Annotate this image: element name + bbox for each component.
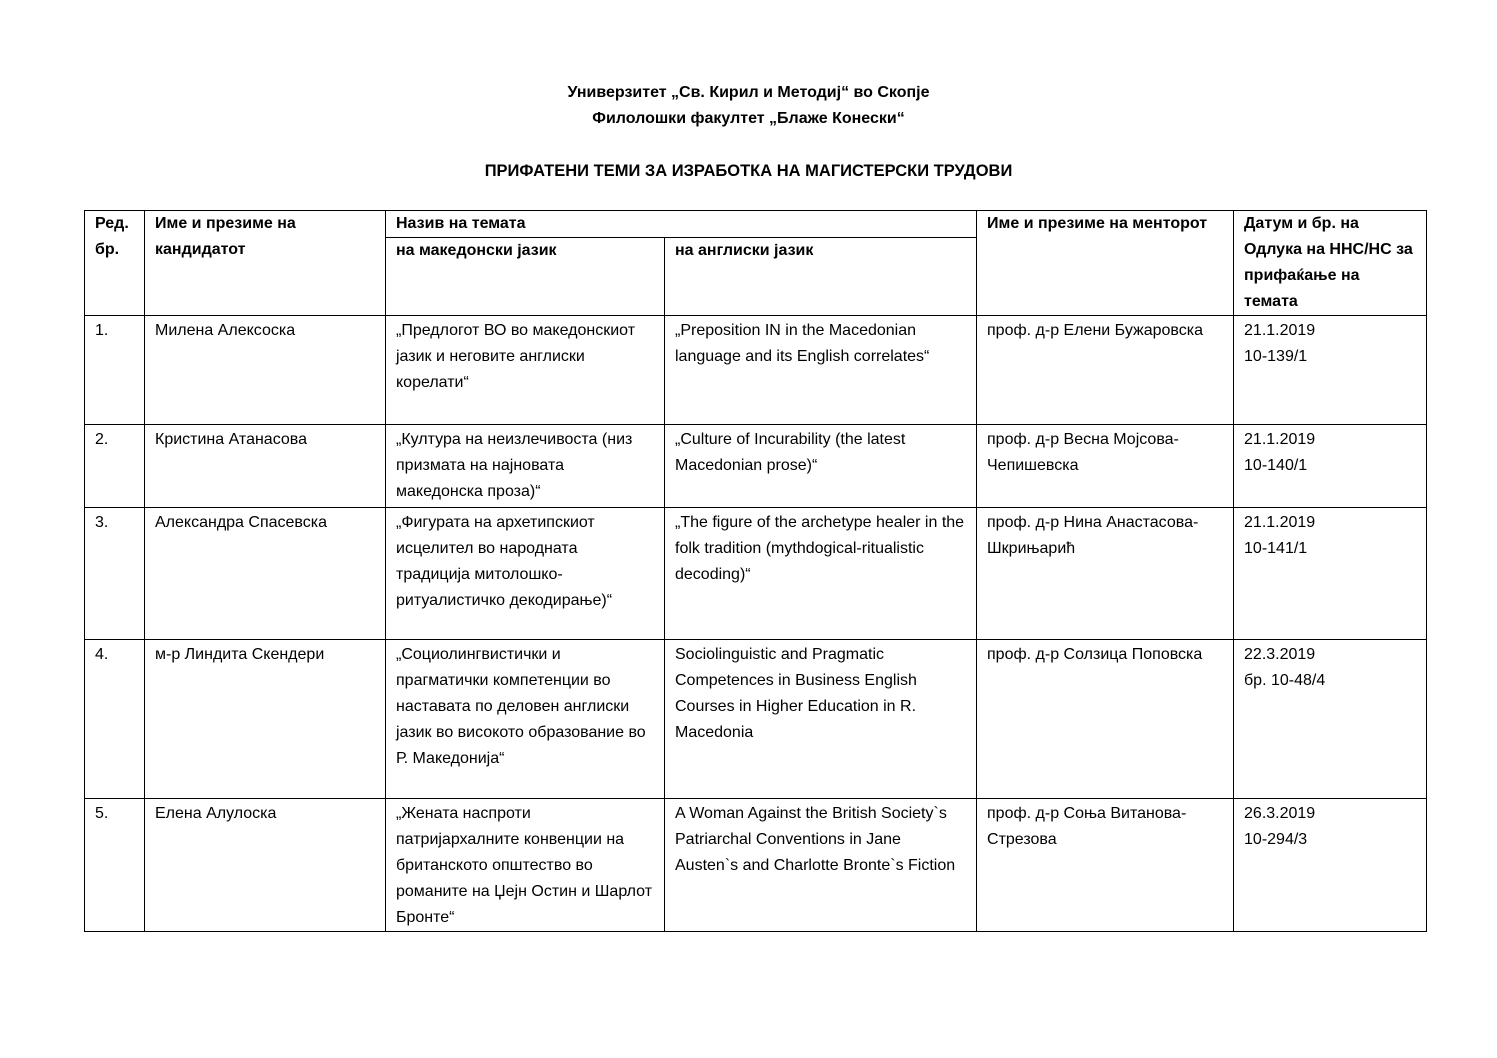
decision-date: 26.3.2019 bbox=[1244, 805, 1316, 822]
decision-cell bbox=[1234, 425, 1427, 508]
theme-english: „Preposition IN in the Macedonian language and its English correlates“ bbox=[665, 316, 977, 425]
mentor-name: проф. д-р Соња Витанова-Стрезова bbox=[977, 799, 1234, 932]
topics-table bbox=[84, 210, 1427, 932]
decision-date: 21.1.2019 bbox=[1244, 431, 1316, 448]
theme-macedonian: „Фигурата на архетипскиот исцелител во народната традиција митолошко-ритуалистичко декодирање)“ bbox=[386, 508, 665, 640]
faculty-name: Филолошки факултет „Блаже Конески“ bbox=[592, 110, 905, 127]
theme-macedonian: „Култура на неизлечивоста (низ призмата на најновата македонска проза)“ bbox=[386, 425, 665, 508]
candidate-name: Елена Алулоска bbox=[145, 799, 386, 932]
header-theme-en: на англиски јазик bbox=[665, 238, 977, 316]
mentor-name: проф. д-р Солзица Поповска bbox=[977, 640, 1234, 799]
mentor-name: проф. д-р Весна Мојсова-Чепишевска bbox=[977, 425, 1234, 508]
theme-macedonian: „Предлогот ВО во македонскиот јазик и неговите англиски корелати“ bbox=[386, 316, 665, 425]
university-name: Универзитет „Св. Кирил и Методиј“ во Скопје bbox=[567, 84, 930, 101]
decision-cell bbox=[1234, 508, 1427, 640]
row-number: 5. bbox=[85, 799, 145, 932]
document-title: ПРИФАТЕНИ ТЕМИ ЗА ИЗРАБОТКА НА МАГИСТЕРСКИ ТРУДОВИ bbox=[484, 162, 1013, 180]
theme-english: „The figure of the archetype healer in the folk tradition (mythdogical-ritualistic decoding)“ bbox=[665, 508, 977, 640]
decision-date: 21.1.2019 bbox=[1244, 322, 1316, 339]
mentor-name: проф. д-р Нина Анастасова-Шкрињарић bbox=[977, 508, 1234, 640]
row-number: 1. bbox=[85, 316, 145, 425]
candidate-name: Александра Спасевска bbox=[145, 508, 386, 640]
table-row bbox=[85, 508, 1427, 640]
theme-english: A Woman Against the British Society`s Patriarchal Conventions in Jane Austen`s and Charlotte Bronte`s Fiction bbox=[665, 799, 977, 932]
row-number: 4. bbox=[85, 640, 145, 799]
theme-macedonian: „Жената наспроти патријархалните конвенции на британското општество во романите на Џејн Остин и Шарлот Бронте“ bbox=[386, 799, 665, 932]
table-row bbox=[85, 799, 1427, 932]
decision-number: бр. 10-48/4 bbox=[1244, 672, 1326, 689]
decision-cell bbox=[1234, 640, 1427, 799]
decision-cell bbox=[1234, 316, 1427, 425]
decision-date: 22.3.2019 bbox=[1244, 646, 1316, 663]
header-theme-group: Назив на темата bbox=[386, 211, 977, 238]
table-header-row bbox=[85, 211, 1427, 238]
header-mentor: Име и презиме на менторот bbox=[977, 211, 1234, 316]
decision-cell bbox=[1234, 799, 1427, 932]
decision-number: 10-294/3 bbox=[1244, 831, 1308, 848]
theme-english: „Culture of Incurability (the latest Macedonian prose)“ bbox=[665, 425, 977, 508]
candidate-name: Кристина Атанасова bbox=[145, 425, 386, 508]
row-number: 3. bbox=[85, 508, 145, 640]
table-row bbox=[85, 425, 1427, 508]
header-num: Ред. бр. bbox=[85, 211, 145, 316]
decision-number: 10-139/1 bbox=[1244, 348, 1308, 365]
decision-number: 10-141/1 bbox=[1244, 540, 1308, 557]
candidate-name: м-р Линдита Скендери bbox=[145, 640, 386, 799]
table-row bbox=[85, 316, 1427, 425]
candidate-name: Милена Алексоска bbox=[145, 316, 386, 425]
decision-date: 21.1.2019 bbox=[1244, 514, 1316, 531]
header-candidate: Име и презиме на кандидатот bbox=[145, 211, 386, 316]
row-number: 2. bbox=[85, 425, 145, 508]
theme-english: Sociolinguistic and Pragmatic Competences in Business English Courses in Higher Education in R. Macedonia bbox=[665, 640, 977, 799]
theme-macedonian: „Социолингвистички и прагматички компетенции во наставата по деловен англиски јазик во високото образование во Р. Македонија“ bbox=[386, 640, 665, 799]
header-date: Датум и бр. на Одлука на ННС/НС за прифаќање на темата bbox=[1234, 211, 1427, 316]
header-theme-mk: на македонски јазик bbox=[386, 238, 665, 316]
table-row bbox=[85, 640, 1427, 799]
mentor-name: проф. д-р Елени Бужаровска bbox=[977, 316, 1234, 425]
decision-number: 10-140/1 bbox=[1244, 457, 1308, 474]
